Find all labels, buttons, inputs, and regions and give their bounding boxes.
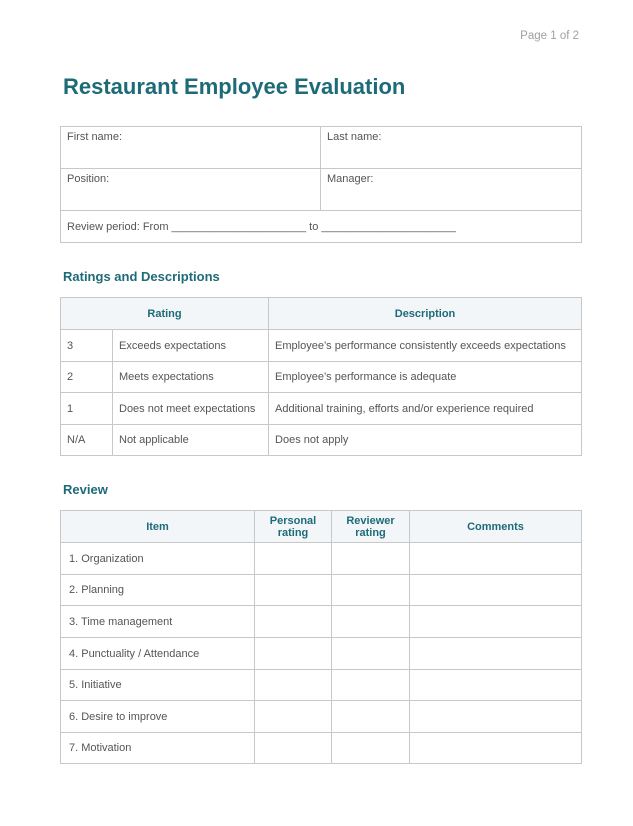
reviewer-rating-header-line2: rating [355, 526, 386, 539]
review-table [60, 510, 582, 764]
review-row [61, 733, 582, 764]
reviewer-rating-header-line1: Reviewer [346, 514, 395, 527]
manager-label: Manager: [327, 173, 374, 185]
comments-cell[interactable] [410, 670, 582, 701]
personal-rating-cell[interactable] [255, 638, 332, 670]
reviewer-rating-cell[interactable] [332, 670, 410, 701]
page-title: Restaurant Employee Evaluation [63, 74, 406, 99]
review-row [61, 638, 582, 670]
personal-rating-cell[interactable] [255, 575, 332, 606]
personal-rating-header-line1: Personal [269, 514, 317, 527]
last-name-label: Last name: [327, 131, 382, 143]
review-row [61, 575, 582, 606]
reviewer-rating-cell[interactable] [332, 701, 410, 733]
rating-row [61, 425, 582, 456]
first-name-field[interactable] [61, 127, 321, 169]
review-section-title: Review [63, 482, 108, 497]
comments-cell[interactable] [410, 575, 582, 606]
description-header: Description [269, 298, 582, 330]
comments-cell[interactable] [410, 606, 582, 638]
review-period-field[interactable] [61, 211, 582, 243]
rating-code: N/A [61, 425, 113, 456]
rating-code: 3 [61, 330, 113, 362]
review-item: 2. Planning [61, 575, 255, 606]
manager-field[interactable] [321, 169, 582, 211]
personal-rating-cell[interactable] [255, 701, 332, 733]
personal-rating-header [255, 511, 332, 543]
rating-label: Does not meet expectations [113, 393, 269, 425]
item-header: Item [61, 511, 255, 543]
position-label: Position: [67, 173, 110, 185]
personal-rating-cell[interactable] [255, 543, 332, 575]
review-item: 6. Desire to improve [61, 701, 255, 733]
review-row [61, 701, 582, 733]
reviewer-rating-cell[interactable] [332, 606, 410, 638]
personal-rating-cell[interactable] [255, 606, 332, 638]
rating-label: Exceeds expectations [113, 330, 269, 362]
employee-info-table [60, 126, 582, 243]
review-item: 5. Initiative [61, 670, 255, 701]
review-row [61, 606, 582, 638]
personal-rating-header-line2: rating [277, 526, 309, 539]
review-item: 1. Organization [61, 543, 255, 575]
review-row [61, 670, 582, 701]
position-field[interactable] [61, 169, 321, 211]
comments-cell[interactable] [410, 701, 582, 733]
comments-header: Comments [410, 511, 582, 543]
rating-description: Employee’s performance is adequate [269, 362, 582, 393]
ratings-table [60, 297, 582, 456]
rating-header: Rating [61, 298, 269, 330]
personal-rating-cell[interactable] [255, 733, 332, 764]
review-row [61, 543, 582, 575]
reviewer-rating-cell[interactable] [332, 638, 410, 670]
rating-description: Employee’s performance consistently exceeds expectations [269, 330, 582, 362]
rating-label: Not applicable [113, 425, 269, 456]
review-item: 7. Motivation [61, 733, 255, 764]
rating-description: Additional training, efforts and/or experience required [269, 393, 582, 425]
comments-cell[interactable] [410, 638, 582, 670]
rating-code: 1 [61, 393, 113, 425]
rating-row [61, 393, 582, 425]
last-name-field[interactable] [321, 127, 582, 169]
page-number: Page 1 of 2 [520, 30, 579, 42]
comments-cell[interactable] [410, 543, 582, 575]
reviewer-rating-cell[interactable] [332, 575, 410, 606]
rating-code: 2 [61, 362, 113, 393]
review-item: 4. Punctuality / Attendance [61, 638, 255, 670]
rating-description: Does not apply [269, 425, 582, 456]
rating-label: Meets expectations [113, 362, 269, 393]
ratings-section-title: Ratings and Descriptions [63, 269, 220, 284]
comments-cell[interactable] [410, 733, 582, 764]
reviewer-rating-cell[interactable] [332, 733, 410, 764]
personal-rating-cell[interactable] [255, 670, 332, 701]
rating-row [61, 330, 582, 362]
review-item: 3. Time management [61, 606, 255, 638]
reviewer-rating-cell[interactable] [332, 543, 410, 575]
rating-row [61, 362, 582, 393]
review-period-label: Review period: From ______________________ to ______________________ [67, 220, 456, 233]
reviewer-rating-header [332, 511, 410, 543]
first-name-label: First name: [67, 131, 123, 143]
